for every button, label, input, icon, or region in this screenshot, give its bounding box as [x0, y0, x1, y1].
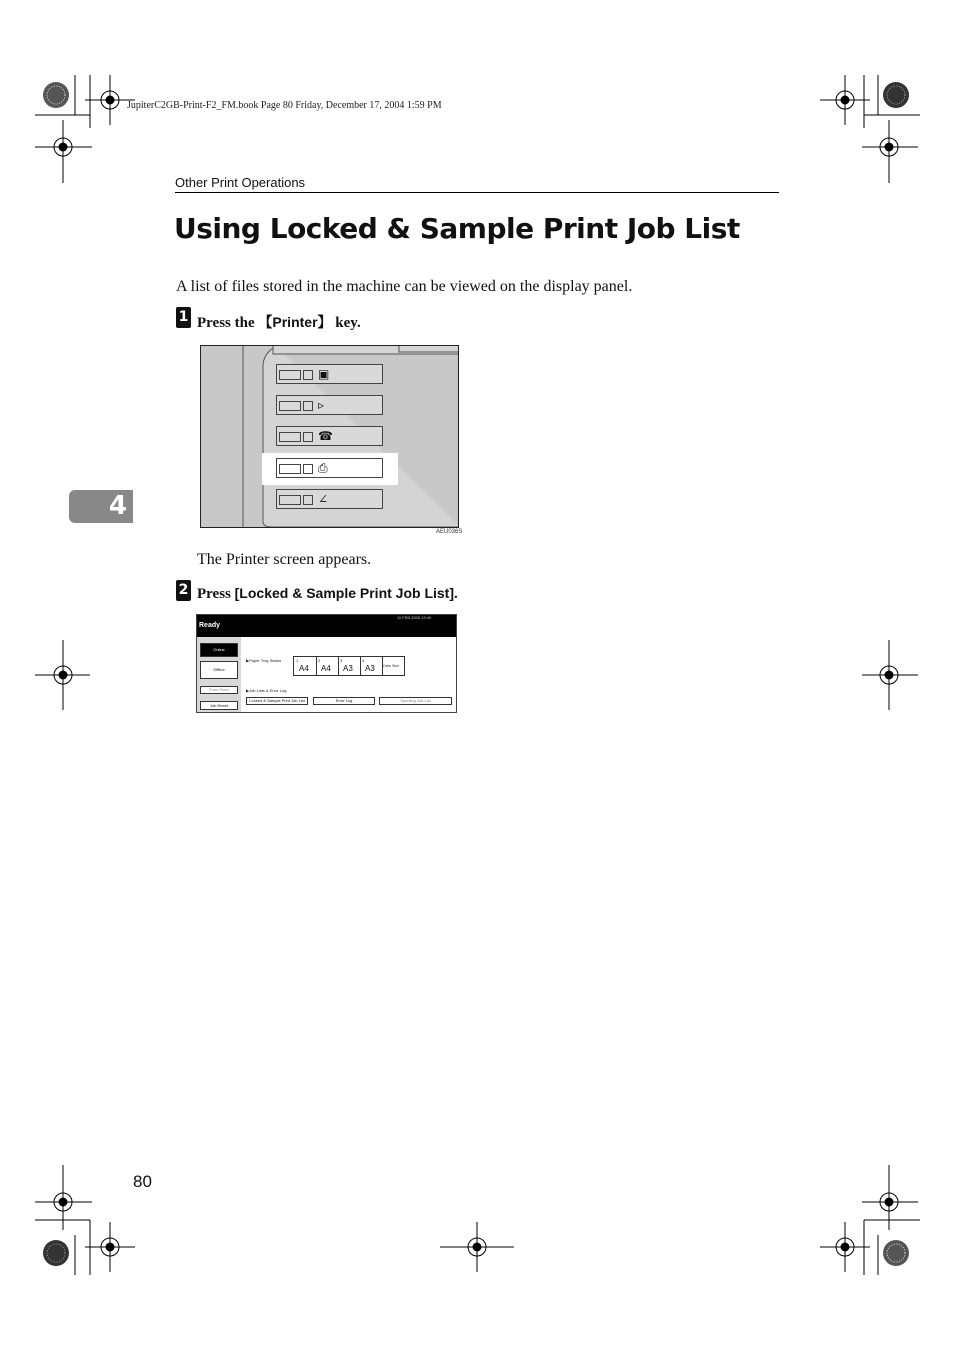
lcd-status: Ready — [199, 622, 221, 629]
page-title: Using Locked & Sample Print Job List — [174, 212, 740, 245]
step-2-prefix: Press — [197, 586, 235, 602]
copy-icon: ▣ — [318, 367, 330, 381]
step-2-key: [Locked & Sample Print Job List] — [234, 585, 455, 601]
tray-2: 2 A4 — [316, 657, 339, 675]
step-1-instruction — [197, 312, 361, 332]
error-log-button[interactable]: Error Log — [313, 697, 375, 705]
step-1-prefix: Press the — [197, 315, 259, 331]
intro-paragraph: A list of files stored in the machine can be viewed on the display panel. — [176, 278, 633, 295]
step-2-number: 2 — [176, 580, 191, 601]
tray-4: 4 A3 — [360, 657, 383, 675]
control-panel-figure — [200, 345, 459, 528]
document-server-key[interactable] — [276, 395, 383, 415]
file-info: JupiterC2GB-Print-F2_FM.book Page 80 Friday, December 17, 2004 1:59 PM — [127, 100, 442, 111]
step-1-number: 1 — [176, 307, 191, 328]
spooling-job-list-button[interactable]: Spooling Job List — [379, 697, 452, 705]
document-server-icon: ▹ — [318, 398, 325, 412]
header-rule — [175, 192, 779, 193]
scanner-icon: ∠ — [318, 492, 329, 506]
figure-code: AEU036S — [436, 529, 463, 535]
tray-3: 3 A3 — [338, 657, 361, 675]
lcd-time: 11 FEB 2005 13:40 — [397, 615, 432, 620]
facsimile-key[interactable] — [276, 426, 383, 446]
page-number: 80 — [133, 1172, 152, 1191]
paper-tray-label: ▶Paper Tray Status — [246, 658, 282, 663]
locked-sample-print-job-list-button[interactable]: Locked & Sample Print Job List — [246, 697, 308, 705]
job-lists-label: ▶Job Lists & Error Log — [246, 688, 287, 693]
step-2-suffix: . — [454, 586, 458, 602]
form-feed-button[interactable]: Form Feed — [200, 686, 238, 694]
step-2-instruction — [197, 585, 458, 603]
online-button[interactable]: Online — [200, 643, 238, 657]
tray-1: 1 A4 — [294, 657, 317, 675]
bypass-tray: Cstm Size — [383, 664, 399, 668]
step-1-suffix: key. — [331, 315, 361, 331]
copy-key[interactable] — [276, 364, 383, 384]
paper-tray-status — [293, 656, 405, 676]
facsimile-icon: ☎ — [318, 429, 333, 443]
printer-screen-figure — [196, 614, 457, 713]
printer-key[interactable] — [276, 458, 383, 478]
step-1-result: The Printer screen appears. — [197, 551, 372, 568]
running-header: Other Print Operations — [175, 175, 306, 190]
chapter-tab: 4 — [69, 490, 133, 523]
job-reset-button[interactable]: Job Reset — [200, 701, 238, 710]
printer-icon: ⎙ — [318, 461, 328, 475]
scanner-key[interactable] — [276, 489, 383, 509]
offline-button[interactable]: Offline — [200, 661, 238, 679]
step-1-key: 【Printer】 — [258, 314, 332, 330]
